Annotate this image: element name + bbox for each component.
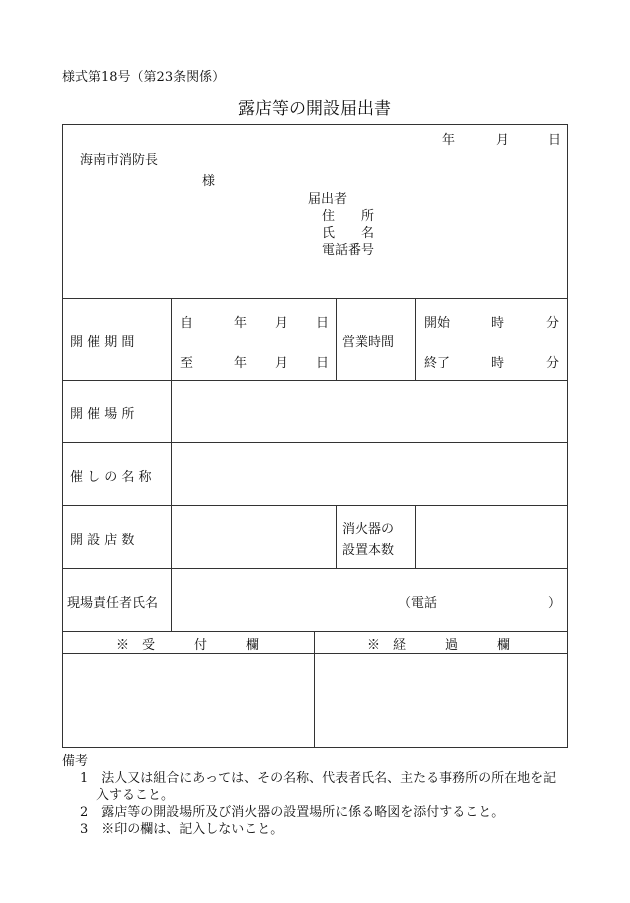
end-minute: 分 xyxy=(546,356,560,371)
form-title: 露店等の開設届出書 xyxy=(238,99,391,119)
divider xyxy=(415,298,416,380)
table-border-top xyxy=(62,124,568,125)
reception-label: ※ 受 付 欄 xyxy=(116,638,260,653)
period-from-month: 月 xyxy=(275,316,289,331)
venue-field[interactable] xyxy=(173,382,566,441)
table-border-bottom xyxy=(62,747,568,748)
divider xyxy=(415,505,416,568)
extinguisher-field[interactable] xyxy=(417,507,566,567)
stores-field[interactable] xyxy=(173,507,335,567)
start-hour: 時 xyxy=(491,316,505,331)
divider xyxy=(62,380,568,381)
period-from-year: 年 xyxy=(234,316,248,331)
period-to-month: 月 xyxy=(275,356,289,371)
date-day: 日 xyxy=(548,133,562,148)
event-name-field[interactable] xyxy=(173,444,566,504)
hours-label: 営業時間 xyxy=(342,335,395,350)
progress-label: ※ 経 過 欄 xyxy=(367,638,511,653)
start-minute: 分 xyxy=(546,316,560,331)
extinguisher-label-line2: 設置本数 xyxy=(342,543,395,558)
note-item: 2 露店等の開設場所及び消火器の設置場所に係る略図を添付すること。 xyxy=(80,805,505,820)
period-to-label: 至 xyxy=(180,356,194,371)
note-item-continued: 入すること。 xyxy=(96,788,175,803)
divider xyxy=(314,631,315,747)
period-to-year: 年 xyxy=(234,356,248,371)
date-month: 月 xyxy=(496,133,510,148)
period-from-day: 日 xyxy=(316,316,330,331)
divider xyxy=(62,631,568,632)
divider xyxy=(62,298,568,299)
manager-tel-open: （電話 xyxy=(398,596,438,611)
note-item: 1 法人又は組合にあっては、その名称、代表者氏名、主たる事務所の所在地を記 xyxy=(80,771,557,786)
address-label: 住 所 xyxy=(322,209,375,224)
table-border-left xyxy=(62,124,63,748)
start-label: 開始 xyxy=(424,316,451,331)
stores-label: 開 設 店 数 xyxy=(70,533,135,548)
divider xyxy=(336,298,337,380)
divider xyxy=(62,505,568,506)
divider xyxy=(62,653,568,654)
form-number: 様式第18号（第23条関係） xyxy=(62,70,226,85)
date-year: 年 xyxy=(442,133,456,148)
venue-label: 開 催 場 所 xyxy=(70,407,135,422)
phone-label: 電話番号 xyxy=(322,243,375,258)
period-to-day: 日 xyxy=(316,356,330,371)
applicant-label: 届出者 xyxy=(308,192,348,207)
progress-box xyxy=(316,655,566,746)
event-name-label: 催 し の 名 称 xyxy=(70,470,152,485)
name-label: 氏 名 xyxy=(322,226,375,241)
notes-heading: 備考 xyxy=(62,754,89,769)
end-hour: 時 xyxy=(491,356,505,371)
manager-tel-close: ） xyxy=(548,596,562,611)
extinguisher-label-line1: 消火器の xyxy=(342,522,395,537)
note-item: 3 ※印の欄は、記入しないこと。 xyxy=(80,822,284,837)
end-label: 終了 xyxy=(424,356,451,371)
table-border-right xyxy=(567,124,568,748)
manager-label: 現場責任者氏名 xyxy=(67,596,159,611)
divider xyxy=(62,568,568,569)
divider xyxy=(62,442,568,443)
period-label: 開 催 期 間 xyxy=(70,335,135,350)
label-column-divider xyxy=(171,298,172,631)
divider xyxy=(336,505,337,568)
addressee: 海南市消防長 xyxy=(80,153,159,168)
honorific: 様 xyxy=(202,174,216,189)
reception-box xyxy=(64,655,313,746)
period-from-label: 自 xyxy=(180,316,194,331)
